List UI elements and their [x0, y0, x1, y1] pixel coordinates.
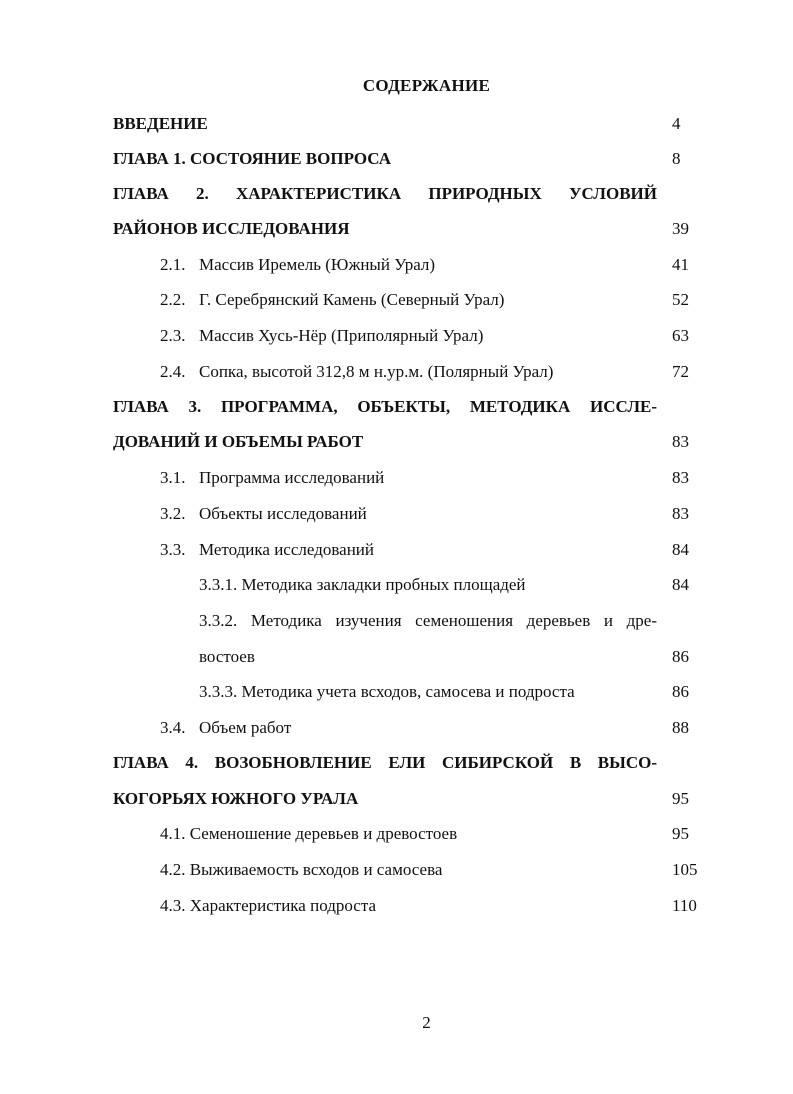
toc-section-number: 3.1.	[160, 468, 186, 487]
toc-page-number: 39	[672, 219, 689, 238]
toc-page-number: 86	[672, 682, 689, 701]
toc-entry-section-2-1: Массив Иремель (Южный Урал)	[199, 255, 436, 274]
toc-entry-section-3-2: Объекты исследований	[199, 504, 367, 523]
toc-page-number: 84	[672, 575, 689, 594]
toc-page-number: 72	[672, 362, 689, 381]
toc-entry-section-2-4: Сопка, высотой 312,8 м н.ур.м. (Полярный Урал)	[199, 362, 554, 381]
toc-entry-subsection-3-3-2-line1: 3.3.2. Методика изучения семеношения деревьев и дре-	[199, 611, 657, 630]
toc-entry-section-4-1: 4.1. Семеношение деревьев и древостоев	[160, 824, 458, 843]
toc-section-number: 2.3.	[160, 326, 186, 345]
toc-section-number: 2.2.	[160, 290, 186, 309]
toc-page-number: 83	[672, 504, 689, 523]
toc-entry-section-2-2: Г. Серебрянский Камень (Северный Урал)	[199, 290, 505, 309]
toc-page-number: 110	[672, 896, 697, 915]
toc-page-number: 86	[672, 647, 689, 666]
toc-page-number: 52	[672, 290, 689, 309]
toc-entry-chapter-3-line1: ГЛАВА 3. ПРОГРАММА, ОБЪЕКТЫ, МЕТОДИКА ИССЛЕ-	[113, 397, 657, 416]
toc-entry-section-3-1: Программа исследований	[199, 468, 385, 487]
toc-entry-intro: ВВЕДЕНИЕ	[113, 114, 208, 133]
toc-page-number: 95	[672, 824, 689, 843]
toc-entry-section-3-4: Объем работ	[199, 718, 292, 737]
toc-page-number: 41	[672, 255, 689, 274]
toc-section-number: 2.1.	[160, 255, 186, 274]
toc-entry-chapter-1: ГЛАВА 1. СОСТОЯНИЕ ВОПРОСА	[113, 149, 391, 168]
toc-page-number: 83	[672, 432, 689, 451]
toc-section-number: 2.4.	[160, 362, 186, 381]
toc-page-number: 4	[672, 114, 681, 133]
toc-section-number: 3.2.	[160, 504, 186, 523]
toc-entry-chapter-4-line1: ГЛАВА 4. ВОЗОБНОВЛЕНИЕ ЕЛИ СИБИРСКОЙ В ВЫСО-	[113, 753, 657, 772]
toc-page-number: 8	[672, 149, 681, 168]
toc-page-number: 95	[672, 789, 689, 808]
toc-entry-subsection-3-3-3: 3.3.3. Методика учета всходов, самосева и подроста	[199, 682, 575, 701]
toc-entry-section-4-2: 4.2. Выживаемость всходов и самосева	[160, 860, 443, 879]
toc-entry-chapter-3-line2: ДОВАНИЙ И ОБЪЕМЫ РАБОТ	[113, 432, 364, 451]
toc-page-number: 105	[672, 860, 698, 879]
toc-entry-section-3-3: Методика исследований	[199, 540, 374, 559]
toc-entry-section-2-3: Массив Хусь-Нёр (Приполярный Урал)	[199, 326, 484, 345]
toc-entry-subsection-3-3-1: 3.3.1. Методика закладки пробных площадей	[199, 575, 526, 594]
toc-page-number: 88	[672, 718, 689, 737]
toc-entry-chapter-2-line2: РАЙОНОВ ИССЛЕДОВАНИЯ	[113, 219, 350, 238]
toc-entry-subsection-3-3-2-line2: востоев	[199, 647, 255, 666]
page-title: СОДЕРЖАНИЕ	[362, 76, 491, 95]
toc-entry-section-4-3: 4.3. Характеристика подроста	[160, 896, 377, 915]
page-number-footer: 2	[422, 1013, 431, 1032]
toc-page-number: 84	[672, 540, 689, 559]
toc-section-number: 3.4.	[160, 718, 186, 737]
toc-page-number: 63	[672, 326, 689, 345]
toc-entry-chapter-2-line1: ГЛАВА 2. ХАРАКТЕРИСТИКА ПРИРОДНЫХ УСЛОВИЙ	[113, 184, 657, 203]
toc-page-number: 83	[672, 468, 689, 487]
toc-entry-chapter-4-line2: КОГОРЬЯХ ЮЖНОГО УРАЛА	[113, 789, 359, 808]
toc-section-number: 3.3.	[160, 540, 186, 559]
